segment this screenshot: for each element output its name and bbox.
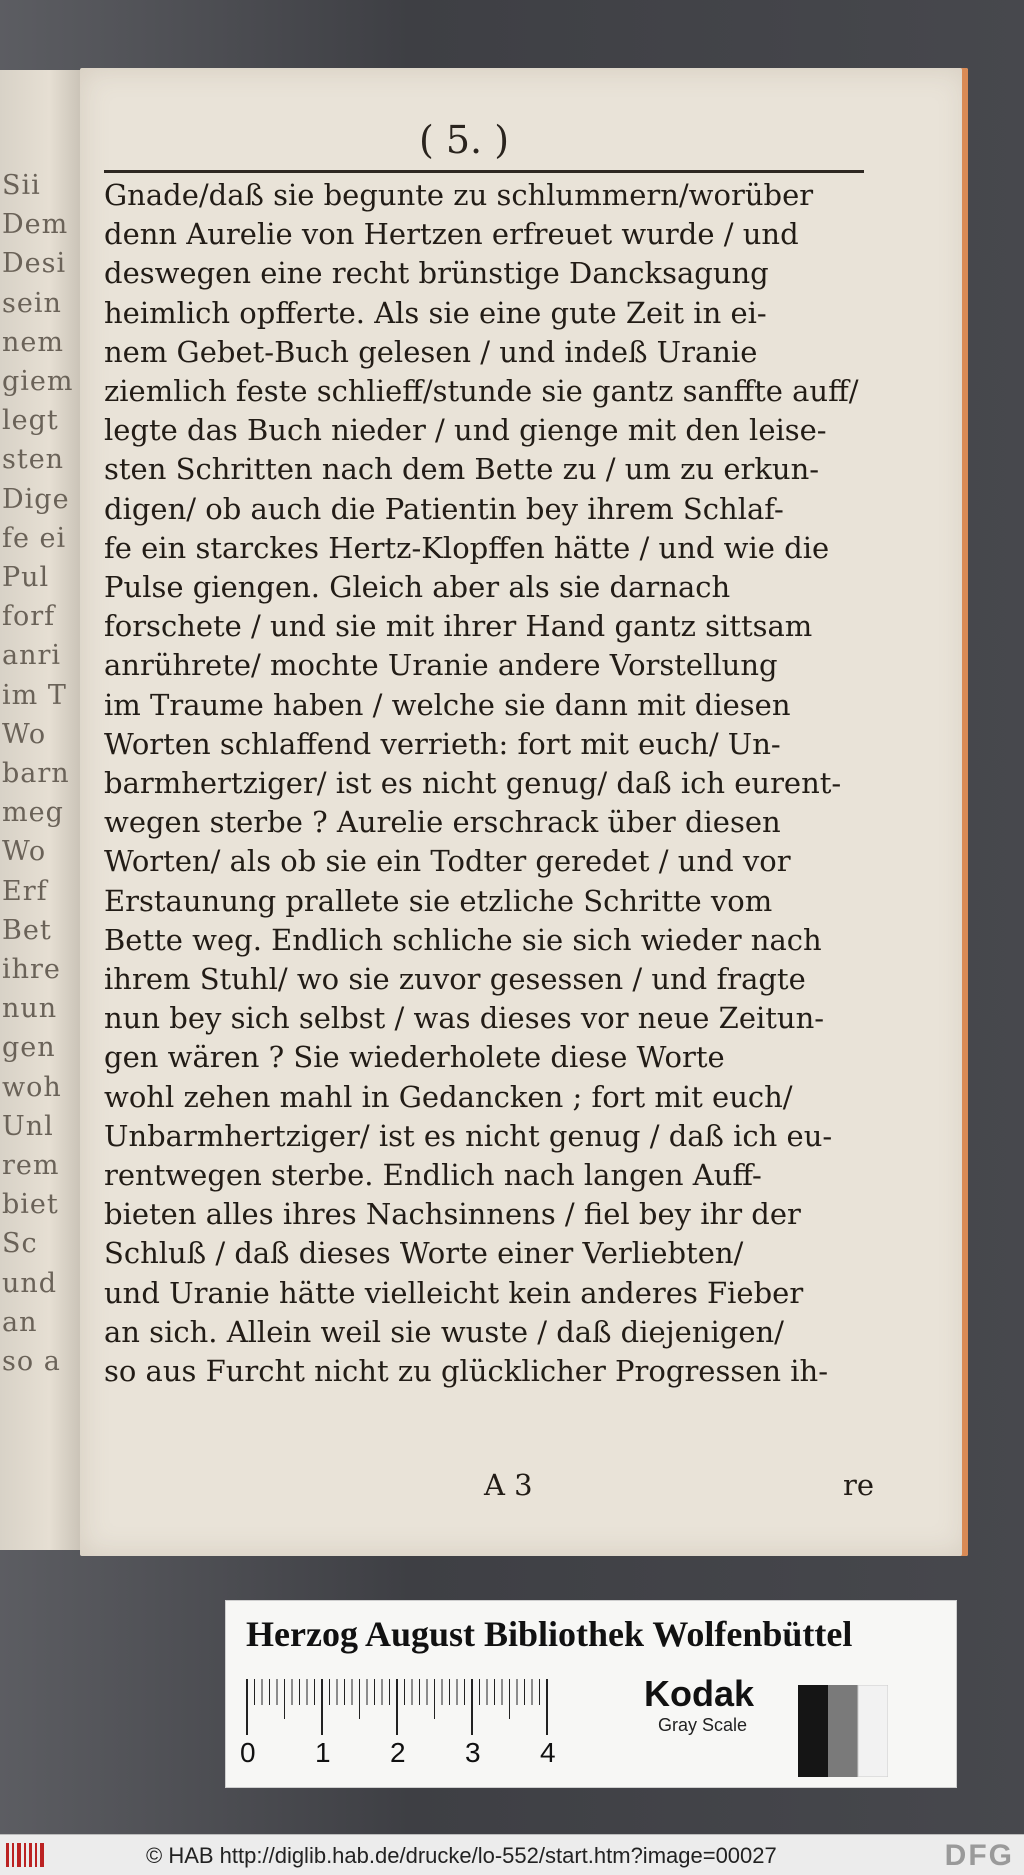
text-line: Pulse giengen. Gleich aber als sie darnach <box>104 570 731 605</box>
kodak-logo: Kodak <box>644 1673 755 1714</box>
prev-page-fragment: forf <box>2 601 56 633</box>
text-line: nem Gebet-Buch gelesen / und indeß Uranie <box>104 334 758 369</box>
prev-page-fragment: Bet <box>2 914 52 946</box>
previous-page-edge <box>0 70 82 1550</box>
footer-bar <box>0 1834 1024 1875</box>
text-line: wegen sterbe ? Aurelie erschrack über diesen <box>104 805 781 840</box>
body-text <box>104 176 874 1391</box>
prev-page-fragment: so a <box>2 1346 61 1377</box>
prev-page-fragment: woh <box>2 1071 62 1103</box>
text-line: legte das Buch nieder / und gienge mit den leise- <box>104 413 827 448</box>
prev-page-fragment: meg <box>2 797 64 829</box>
prev-page-fragment: Pul <box>2 562 50 593</box>
gray-scale-label: Gray Scale <box>658 1715 748 1735</box>
text-line: Gnade/daß sie begunte zu schlummern/worüber <box>104 178 814 212</box>
text-line: deswegen eine recht brünstige Dancksagung <box>104 256 769 291</box>
text-line: fe ein starckes Hertz-Klopffen hätte / und wie die <box>104 530 830 565</box>
dfg-logo: DFG <box>944 1839 1014 1872</box>
text-line: Bette weg. Endlich schliche sie sich wieder nach <box>104 922 822 957</box>
text-line: rentwegen sterbe. Endlich nach langen Auff- <box>104 1158 762 1193</box>
prev-page-fragment: Wo <box>2 718 47 750</box>
ruler-number: 1 <box>315 1737 331 1768</box>
library-color-card <box>225 1600 957 1788</box>
prev-page-fragment: ihre <box>2 954 61 985</box>
prev-page-fragment: sein <box>2 287 62 319</box>
prev-page-fragment: Dige <box>2 483 70 515</box>
text-line: gen wären ? Sie wiederholete diese Worte <box>104 1040 725 1075</box>
text-line: Worten schlaffend verrieth: fort mit euch/ Un- <box>104 726 781 761</box>
catchword: re <box>842 1468 874 1502</box>
text-line: ziemlich feste schlieff/stunde sie gantz sanffte auff/ <box>104 374 859 409</box>
ruler-ticks <box>246 1679 626 1735</box>
text-line: nun bey sich selbst / was dieses vor neue Zeitun- <box>104 1001 825 1036</box>
prev-page-fragment: Unl <box>2 1110 54 1142</box>
signature-line <box>104 1468 874 1508</box>
prev-page-fragment: Sii <box>2 170 41 201</box>
swatch-white <box>858 1685 888 1777</box>
prev-page-fragment: Erf <box>2 875 48 907</box>
prev-page-fragment: fe ei <box>2 522 67 554</box>
gray-scale-swatches <box>798 1685 888 1777</box>
text-line: bieten alles ihres Nachsinnens / fiel bey ihr der <box>104 1197 801 1232</box>
prev-page-fragment: Dem <box>2 209 69 241</box>
prev-page-fragment: rem <box>2 1150 60 1181</box>
library-name: Herzog August Bibliothek Wolfenbüttel <box>246 1614 853 1654</box>
header-rule <box>104 170 864 173</box>
prev-page-fragment: nun <box>2 993 58 1025</box>
prev-page-fragment: und <box>2 1267 58 1299</box>
text-line: so aus Furcht nicht zu glücklicher Progressen ih- <box>104 1354 829 1389</box>
page-number: ( 5. ) <box>418 118 510 162</box>
text-line: heimlich opfferte. Als sie eine gute Zeit in ei- <box>104 295 767 330</box>
prev-page-fragment: nem <box>2 326 64 358</box>
barcode-icon <box>6 1843 46 1867</box>
text-line: Schluß / daß dieses Worte einer Verliebten/ <box>104 1236 744 1271</box>
text-line: ihrem Stuhl/ wo sie zuvor gesessen / und fragte <box>104 962 806 997</box>
prev-page-fragment: im T <box>2 679 67 711</box>
prev-page-fragment: sten <box>2 444 65 476</box>
book-page <box>80 68 968 1556</box>
text-line: denn Aurelie von Hertzen erfreuet wurde / und <box>104 217 799 252</box>
text-line: Erstaunung prallete sie etzliche Schritte vom <box>104 883 773 918</box>
prev-page-fragment: Sc <box>2 1228 38 1260</box>
text-line: sten Schritten nach dem Bette zu / um zu erkun- <box>104 452 820 487</box>
ruler-number: 2 <box>390 1737 406 1768</box>
text-line: und Uranie hätte vielleicht kein anderes Fieber <box>104 1275 804 1310</box>
text-line: Unbarmhertziger/ ist es nicht genug / daß ich eu- <box>104 1118 833 1153</box>
ruler-number: 3 <box>465 1737 481 1768</box>
prev-page-fragment: an <box>2 1306 38 1338</box>
prev-page-fragment: Desi <box>2 248 67 280</box>
source-link[interactable]: © HAB http://diglib.hab.de/drucke/lo-552/start.htm?image=00027 <box>146 1843 777 1868</box>
text-line: wohl zehen mahl in Gedancken ; fort mit euch/ <box>104 1079 793 1114</box>
signature-mark: A 3 <box>484 1468 533 1502</box>
prev-page-fragment: legt <box>2 405 59 437</box>
text-line: im Traume haben / welche sie dann mit diesen <box>104 687 791 722</box>
text-line: forschete / und sie mit ihrer Hand gantz sittsam <box>104 609 813 644</box>
ruler-number: 4 <box>540 1737 556 1768</box>
swatch-gray <box>828 1685 858 1777</box>
text-line: barmhertziger/ ist es nicht genug/ daß ich eurent- <box>104 766 842 801</box>
prev-page-fragment: giem <box>2 366 74 397</box>
text-line: digen/ ob auch die Patientin bey ihrem Schlaf- <box>104 491 784 526</box>
text-line: Worten/ als ob sie ein Todter geredet / und vor <box>104 844 791 879</box>
prev-page-fragment: biet <box>2 1189 59 1221</box>
text-line: anrührete/ mochte Uranie andere Vorstellung <box>104 648 778 683</box>
ruler-number: 0 <box>240 1737 256 1768</box>
text-line: an sich. Allein weil sie wuste / daß diejenigen/ <box>104 1314 784 1349</box>
prev-page-fragment: gen <box>2 1032 56 1064</box>
prev-page-fragment: anri <box>2 640 62 672</box>
swatch-black <box>798 1685 828 1777</box>
prev-page-fragment: barn <box>2 758 70 789</box>
prev-page-fragment: Wo <box>2 836 47 868</box>
